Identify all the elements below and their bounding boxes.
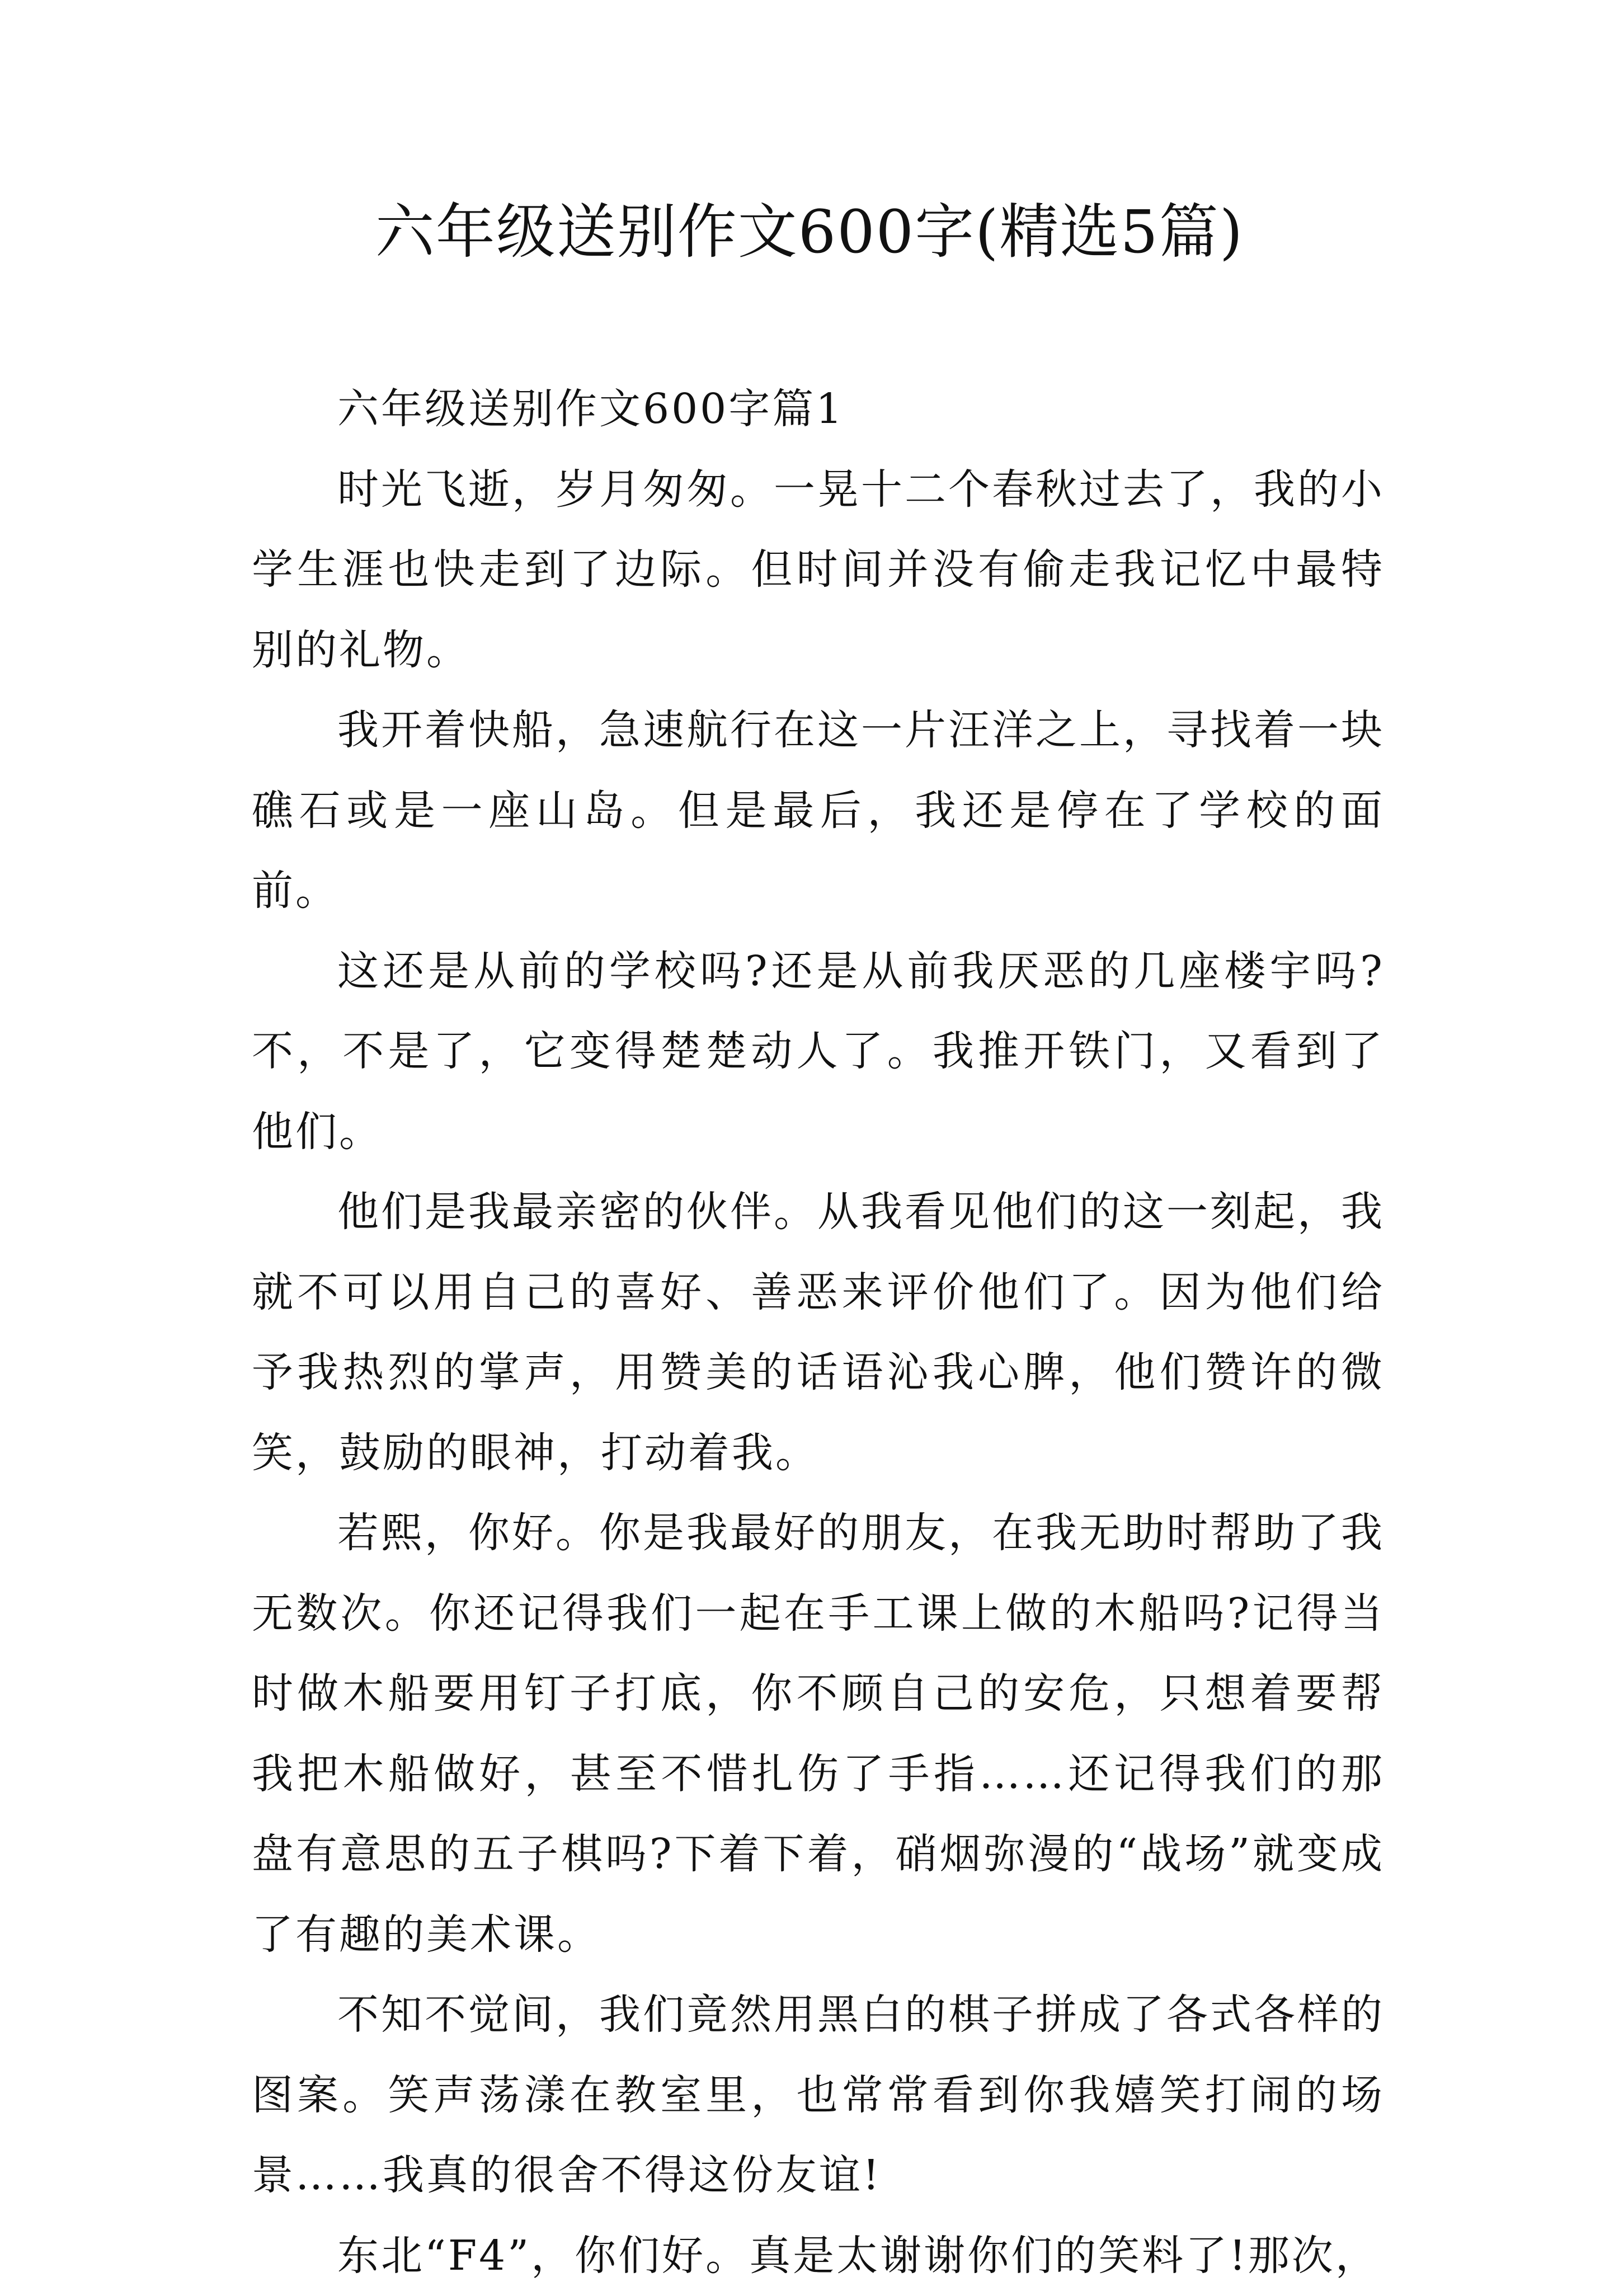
paragraph: 东北“F4”，你们好。真是太谢谢你们的笑料了!那次， — [252, 2216, 1385, 2296]
paragraph: 时光飞逝，岁月匆匆。一晃十二个春秋过去了，我的小学生涯也快走到了边际。但时间并没有偷走我记忆中最特别的礼物。 — [252, 450, 1385, 691]
paragraph: 不知不觉间，我们竟然用黑白的棋子拼成了各式各样的图案。笑声荡漾在教室里，也常常看到你我嬉笑打闹的场景……我真的很舍不得这份友谊! — [252, 1975, 1385, 2216]
section-heading: 六年级送别作文600字篇1 — [252, 369, 1385, 450]
paragraph: 他们是我最亲密的伙伴。从我看见他们的这一刻起，我就不可以用自己的喜好、善恶来评价他们了。因为他们给予我热烈的掌声，用赞美的话语沁我心脾，他们赞许的微笑，鼓励的眼神，打动着我。 — [252, 1172, 1385, 1493]
document-body — [252, 369, 1385, 2296]
paragraph: 若熙，你好。你是我最好的朋友，在我无助时帮助了我无数次。你还记得我们一起在手工课上做的木船吗?记得当时做木船要用钉子打底，你不顾自己的安危，只想着要帮我把木船做好，甚至不惜扎伤了手指……还记得我们的那盘有意思的五子棋吗?下着下着，硝烟弥漫的“战场”就变成了有趣的美术课。 — [252, 1493, 1385, 1975]
document-title: 六年级送别作文600字(精选5篇) — [0, 193, 1619, 271]
paragraph: 我开着快船，急速航行在这一片汪洋之上，寻找着一块礁石或是一座山岛。但是最后，我还是停在了学校的面前。 — [252, 690, 1385, 931]
paragraph: 这还是从前的学校吗?还是从前我厌恶的几座楼宇吗?不，不是了，它变得楚楚动人了。我推开铁门，又看到了他们。 — [252, 931, 1385, 1173]
